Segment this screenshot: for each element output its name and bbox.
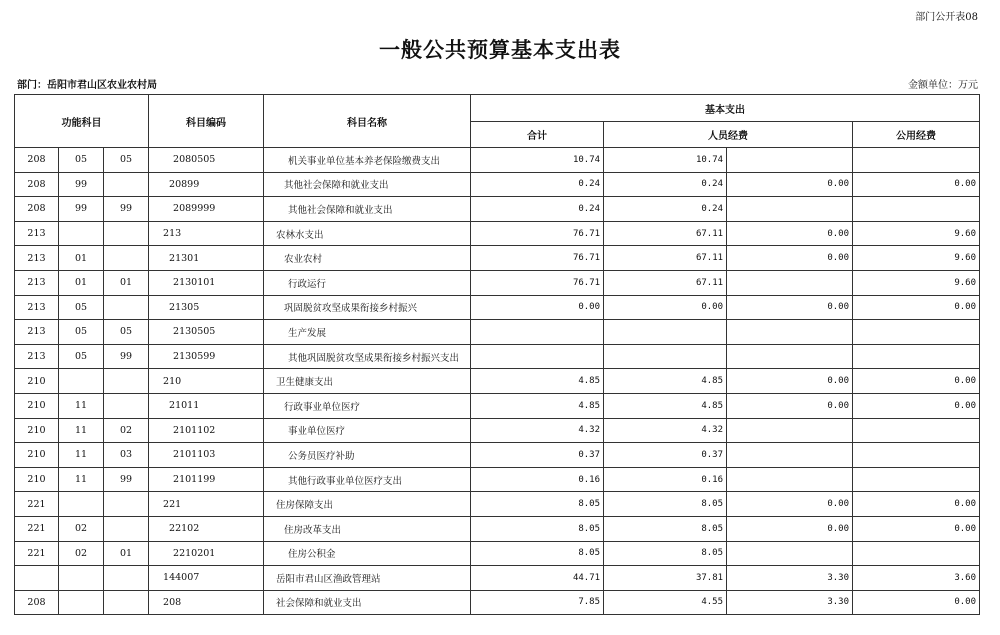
table-row — [15, 246, 980, 271]
subject-code-cell: 2210201 — [149, 541, 264, 566]
subject-code-cell: 210 — [149, 369, 264, 394]
subject-name-cell: 住房保障支出 — [264, 492, 471, 517]
func-class-cell — [15, 566, 59, 591]
func-item-cell: 11 — [59, 443, 104, 468]
public-cell — [853, 541, 980, 566]
total-cell: 8.05 — [471, 516, 604, 541]
func-item-cell: 02 — [59, 541, 104, 566]
func-subitem-cell: 99 — [104, 467, 149, 492]
func-subitem-cell: 03 — [104, 443, 149, 468]
header-public: 公用经费 — [853, 122, 980, 148]
total-cell: 0.16 — [471, 467, 604, 492]
total-cell — [471, 320, 604, 345]
public-cell: 0.00 — [853, 516, 980, 541]
func-subitem-cell: 05 — [104, 148, 149, 173]
func-item-cell: 01 — [59, 246, 104, 271]
total-cell: 10.74 — [471, 148, 604, 173]
func-subitem-cell: 99 — [104, 344, 149, 369]
subject-code-cell: 2089999 — [149, 197, 264, 222]
func-item-cell — [59, 566, 104, 591]
public-cell: 0.00 — [853, 295, 980, 320]
subject-name-cell: 公务员医疗补助 — [264, 443, 471, 468]
personnel-cell: 4.85 — [604, 369, 727, 394]
total-cell: 8.05 — [471, 541, 604, 566]
header-func-subject: 功能科目 — [15, 95, 149, 148]
subject-name-cell: 巩固脱贫攻坚成果衔接乡村振兴 — [264, 295, 471, 320]
public-cell — [853, 197, 980, 222]
total-cell: 0.24 — [471, 197, 604, 222]
header-personnel: 人员经费 — [604, 122, 853, 148]
func-class-cell: 213 — [15, 295, 59, 320]
subject-name-cell: 其他巩固脱贫攻坚成果衔接乡村振兴支出 — [264, 344, 471, 369]
func-item-cell: 11 — [59, 393, 104, 418]
func-class-cell: 210 — [15, 393, 59, 418]
header-total: 合计 — [471, 122, 604, 148]
personnel-cell: 4.85 — [604, 393, 727, 418]
subject-name-cell: 其他社会保障和就业支出 — [264, 172, 471, 197]
func-item-cell: 99 — [59, 197, 104, 222]
public-cell: 0.00 — [853, 172, 980, 197]
func-class-cell: 208 — [15, 590, 59, 615]
func-class-cell: 221 — [15, 516, 59, 541]
personnel-cell: 0.16 — [604, 467, 727, 492]
func-class-cell: 213 — [15, 270, 59, 295]
total-cell: 8.05 — [471, 492, 604, 517]
table-row — [15, 221, 980, 246]
subject-code-cell: 2130599 — [149, 344, 264, 369]
subject-code-cell: 2101102 — [149, 418, 264, 443]
func-item-cell — [59, 221, 104, 246]
func-class-cell: 208 — [15, 148, 59, 173]
subject-code-cell: 213 — [149, 221, 264, 246]
subject-name-cell: 生产发展 — [264, 320, 471, 345]
func-subitem-cell — [104, 590, 149, 615]
public-cell — [853, 344, 980, 369]
table-row — [15, 393, 980, 418]
func-subitem-cell — [104, 246, 149, 271]
func-class-cell: 210 — [15, 418, 59, 443]
public-cell: 0.00 — [853, 590, 980, 615]
public-cell: 9.60 — [853, 246, 980, 271]
public-a-cell — [727, 344, 853, 369]
page-title: 一般公共预算基本支出表 — [379, 38, 621, 62]
subject-code-cell: 21301 — [149, 246, 264, 271]
public-a-cell: 0.00 — [727, 516, 853, 541]
table-row — [15, 295, 980, 320]
table-row — [15, 172, 980, 197]
public-a-cell: 0.00 — [727, 295, 853, 320]
subject-code-cell: 21305 — [149, 295, 264, 320]
func-class-cell: 210 — [15, 443, 59, 468]
total-cell: 76.71 — [471, 246, 604, 271]
subject-name-cell: 其他行政事业单位医疗支出 — [264, 467, 471, 492]
func-subitem-cell — [104, 369, 149, 394]
public-a-cell: 0.00 — [727, 369, 853, 394]
personnel-cell: 4.55 — [604, 590, 727, 615]
total-cell: 4.85 — [471, 393, 604, 418]
subject-name-cell: 行政运行 — [264, 270, 471, 295]
subject-name-cell: 卫生健康支出 — [264, 369, 471, 394]
table-row — [15, 541, 980, 566]
total-cell: 76.71 — [471, 270, 604, 295]
func-class-cell: 221 — [15, 541, 59, 566]
personnel-cell: 67.11 — [604, 270, 727, 295]
public-cell: 0.00 — [853, 492, 980, 517]
header-subject-name: 科目名称 — [264, 95, 471, 148]
public-a-cell — [727, 270, 853, 295]
table-row — [15, 516, 980, 541]
func-item-cell — [59, 590, 104, 615]
public-cell — [853, 418, 980, 443]
public-cell — [853, 148, 980, 173]
personnel-cell: 67.11 — [604, 246, 727, 271]
public-a-cell — [727, 443, 853, 468]
public-a-cell — [727, 197, 853, 222]
table-row — [15, 590, 980, 615]
public-cell: 3.60 — [853, 566, 980, 591]
public-a-cell: 0.00 — [727, 246, 853, 271]
public-a-cell: 0.00 — [727, 393, 853, 418]
amount-unit-label: 金额单位：万元 — [908, 80, 978, 91]
public-cell — [853, 320, 980, 345]
public-a-cell — [727, 148, 853, 173]
total-cell: 0.37 — [471, 443, 604, 468]
total-cell: 76.71 — [471, 221, 604, 246]
table-row — [15, 270, 980, 295]
table-body — [15, 148, 980, 615]
personnel-cell: 67.11 — [604, 221, 727, 246]
table-row — [15, 148, 980, 173]
subject-code-cell: 208 — [149, 590, 264, 615]
subject-code-cell: 221 — [149, 492, 264, 517]
func-subitem-cell — [104, 172, 149, 197]
personnel-cell: 37.81 — [604, 566, 727, 591]
func-item-cell: 11 — [59, 467, 104, 492]
table-row — [15, 369, 980, 394]
subject-name-cell: 其他社会保障和就业支出 — [264, 197, 471, 222]
func-item-cell: 02 — [59, 516, 104, 541]
func-item-cell: 05 — [59, 148, 104, 173]
subject-name-cell: 社会保障和就业支出 — [264, 590, 471, 615]
func-subitem-cell — [104, 295, 149, 320]
func-item-cell: 05 — [59, 295, 104, 320]
personnel-cell: 4.32 — [604, 418, 727, 443]
func-subitem-cell — [104, 566, 149, 591]
func-class-cell: 213 — [15, 221, 59, 246]
func-subitem-cell — [104, 516, 149, 541]
budget-table — [14, 94, 980, 615]
func-subitem-cell: 99 — [104, 197, 149, 222]
subject-name-cell: 农业农村 — [264, 246, 471, 271]
total-cell: 0.00 — [471, 295, 604, 320]
personnel-cell: 0.24 — [604, 197, 727, 222]
public-a-cell — [727, 418, 853, 443]
func-class-cell: 213 — [15, 320, 59, 345]
subject-code-cell: 22102 — [149, 516, 264, 541]
public-cell: 0.00 — [853, 393, 980, 418]
personnel-cell — [604, 344, 727, 369]
subject-name-cell: 机关事业单位基本养老保险缴费支出 — [264, 148, 471, 173]
subject-name-cell: 住房改革支出 — [264, 516, 471, 541]
func-item-cell: 99 — [59, 172, 104, 197]
personnel-cell: 8.05 — [604, 492, 727, 517]
table-row — [15, 467, 980, 492]
subject-code-cell: 2101103 — [149, 443, 264, 468]
table-row — [15, 492, 980, 517]
func-subitem-cell: 01 — [104, 270, 149, 295]
public-cell — [853, 467, 980, 492]
public-a-cell — [727, 467, 853, 492]
func-class-cell: 213 — [15, 344, 59, 369]
func-subitem-cell — [104, 492, 149, 517]
subject-code-cell: 21011 — [149, 393, 264, 418]
subject-code-cell: 2101199 — [149, 467, 264, 492]
subject-name-cell: 岳阳市君山区渔政管理站 — [264, 566, 471, 591]
public-cell — [853, 443, 980, 468]
total-cell: 0.24 — [471, 172, 604, 197]
func-item-cell: 11 — [59, 418, 104, 443]
table-row — [15, 320, 980, 345]
subject-code-cell: 144007 — [149, 566, 264, 591]
table-row — [15, 418, 980, 443]
public-cell: 9.60 — [853, 270, 980, 295]
personnel-cell: 0.00 — [604, 295, 727, 320]
personnel-cell: 0.37 — [604, 443, 727, 468]
subject-name-cell: 农林水支出 — [264, 221, 471, 246]
func-subitem-cell: 05 — [104, 320, 149, 345]
total-cell — [471, 344, 604, 369]
subject-name-cell: 事业单位医疗 — [264, 418, 471, 443]
table-row — [15, 197, 980, 222]
public-a-cell — [727, 541, 853, 566]
personnel-cell: 10.74 — [604, 148, 727, 173]
public-a-cell — [727, 320, 853, 345]
public-a-cell: 0.00 — [727, 492, 853, 517]
subject-code-cell: 2130505 — [149, 320, 264, 345]
func-class-cell: 213 — [15, 246, 59, 271]
total-cell: 4.32 — [471, 418, 604, 443]
public-a-cell: 0.00 — [727, 221, 853, 246]
department-label: 部门：岳阳市君山区农业农村局 — [17, 80, 157, 91]
header-basic-expense: 基本支出 — [471, 95, 980, 122]
public-cell: 0.00 — [853, 369, 980, 394]
public-a-cell: 3.30 — [727, 590, 853, 615]
func-class-cell: 208 — [15, 197, 59, 222]
func-item-cell — [59, 369, 104, 394]
func-class-cell: 208 — [15, 172, 59, 197]
public-a-cell: 0.00 — [727, 172, 853, 197]
func-subitem-cell — [104, 221, 149, 246]
func-item-cell: 01 — [59, 270, 104, 295]
func-subitem-cell: 01 — [104, 541, 149, 566]
personnel-cell — [604, 320, 727, 345]
total-cell: 4.85 — [471, 369, 604, 394]
func-class-cell: 210 — [15, 369, 59, 394]
personnel-cell: 0.24 — [604, 172, 727, 197]
form-number: 部门公开表08 — [915, 12, 978, 23]
func-subitem-cell: 02 — [104, 418, 149, 443]
func-item-cell: 05 — [59, 320, 104, 345]
func-item-cell — [59, 492, 104, 517]
public-cell: 9.60 — [853, 221, 980, 246]
personnel-cell: 8.05 — [604, 516, 727, 541]
header-subject-code: 科目编码 — [149, 95, 264, 148]
public-a-cell: 3.30 — [727, 566, 853, 591]
table-row — [15, 344, 980, 369]
table-row — [15, 443, 980, 468]
table-row — [15, 566, 980, 591]
subject-code-cell: 20899 — [149, 172, 264, 197]
personnel-cell: 8.05 — [604, 541, 727, 566]
subject-code-cell: 2130101 — [149, 270, 264, 295]
subject-code-cell: 2080505 — [149, 148, 264, 173]
func-item-cell: 05 — [59, 344, 104, 369]
subject-name-cell: 住房公积金 — [264, 541, 471, 566]
total-cell: 7.85 — [471, 590, 604, 615]
func-class-cell: 221 — [15, 492, 59, 517]
func-class-cell: 210 — [15, 467, 59, 492]
total-cell: 44.71 — [471, 566, 604, 591]
func-subitem-cell — [104, 393, 149, 418]
subject-name-cell: 行政事业单位医疗 — [264, 393, 471, 418]
